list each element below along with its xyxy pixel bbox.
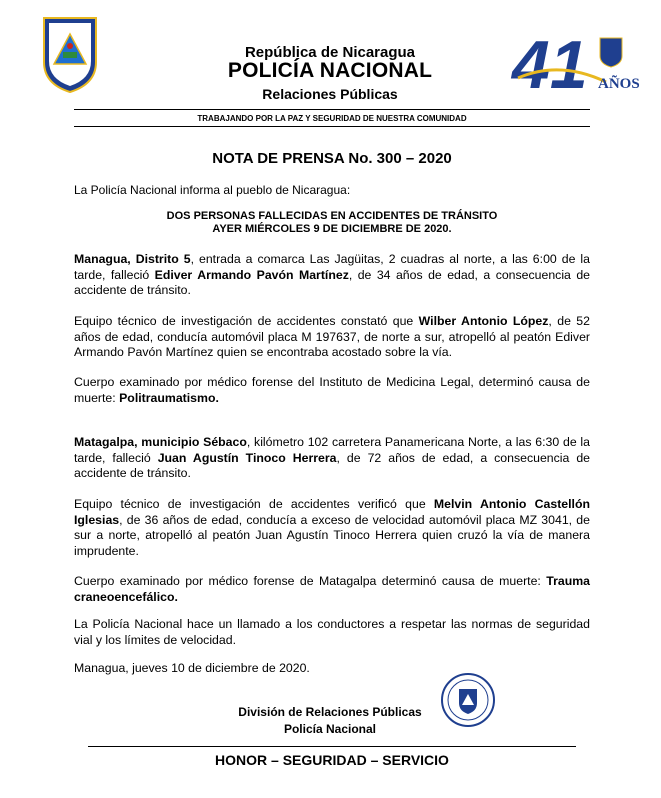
p4-text-b: , de 72 años de edad, a consecuencia de accidente de tránsito.	[74, 450, 591, 481]
jefatura-seal	[440, 672, 496, 728]
p5-driver-name: Melvin Antonio Castellón Iglesias	[74, 497, 590, 527]
p3-text-a: Cuerpo examinado por médico forense del Instituto de Medicina Legal, determinó causa de muerte:	[74, 375, 590, 405]
header-police: POLICÍA NACIONAL	[227, 59, 433, 82]
p6-text-a: Cuerpo examinado por médico forense de Matagalpa determinó causa de muerte:	[74, 574, 547, 588]
document-date: Managua, jueves 10 de diciembre de 2020.	[74, 661, 310, 675]
signature-org: Policía Nacional	[283, 722, 377, 736]
p1-location: Managua, Distrito 5	[74, 252, 191, 266]
paragraph-3	[74, 375, 590, 406]
signature-line	[88, 746, 576, 747]
signature-division: División de Relaciones Públicas	[238, 705, 422, 719]
paragraph-1	[74, 252, 590, 299]
p5-text-a: Equipo técnico de investigación de accidentes verificó que	[74, 497, 434, 511]
p4-text-a: , kilómetro 102 carretera Panamericana Norte, a las 6:30 de la tarde, falleció	[74, 435, 590, 465]
signature-block	[220, 704, 440, 738]
header-rule-bottom	[74, 126, 590, 127]
anniversary-41-logo	[510, 30, 642, 100]
header-republic: República de Nicaragua	[244, 44, 416, 61]
document-intro: La Policía Nacional informa al pueblo de Nicaragua:	[74, 183, 351, 197]
paragraph-6	[74, 574, 590, 605]
p4-victim-name: Juan Agustín Tinoco Herrera	[157, 450, 337, 465]
anniversary-number: 41	[512, 30, 588, 100]
paragraph-4	[74, 435, 590, 482]
police-shield-logo	[40, 14, 100, 94]
document-title: NOTA DE PRENSA No. 300 – 2020	[212, 150, 452, 167]
p3-cause: Politraumatismo.	[119, 390, 219, 405]
p4-location: Matagalpa, municipio Sébaco	[74, 435, 247, 449]
header-rule-top	[74, 109, 590, 110]
p2-text-b: , de 52 años de edad, conducía automóvil placa M 197637, de norte a sur, atropelló al peatón Ediver Armando Pavón Martínez quien se encontraba acostado sobre la vía.	[74, 314, 590, 360]
p2-driver-name: Wilber Antonio López	[418, 314, 549, 328]
p2-text-a: Equipo técnico de investigación de accidentes constató que	[74, 314, 419, 328]
anniversary-word: AÑOS	[598, 76, 640, 92]
paragraph-7: La Policía Nacional hace un llamado a los conductores a respetar las normas de seguridad vial y los límites de velocidad.	[74, 617, 590, 647]
header-motto: TRABAJANDO POR LA PAZ Y SEGURIDAD DE NUESTRA COMUNIDAD	[197, 114, 467, 123]
p1-victim-name: Ediver Armando Pavón Martínez	[154, 267, 349, 282]
footer-motto: HONOR – SEGURIDAD – SERVICIO	[215, 752, 449, 768]
headline-line-1: DOS PERSONAS FALLECIDAS EN ACCIDENTES DE TRÁNSITO	[166, 210, 498, 222]
paragraph-5	[74, 497, 590, 559]
document-headline	[74, 210, 590, 236]
paragraph-2	[74, 314, 590, 361]
p5-text-b: , de 36 años de edad, conducía a exceso de velocidad automóvil placa MZ 3041, de sur a norte, atropelló al peatón Juan Agustín Tinoco Herrera quien cruzó la vía de manera imprudente.	[74, 512, 590, 558]
p1-text-b: , de 34 años de edad, a consecuencia de accidente de tránsito.	[74, 267, 591, 298]
p6-cause: Trauma craneoencefálico.	[74, 574, 590, 604]
p1-text-a: , entrada a comarca Las Jagüitas, 2 cuadras al norte, a las 6:00 de la tarde, falleció	[74, 252, 590, 282]
header-department: Relaciones Públicas	[262, 86, 398, 102]
headline-line-2: AYER MIÉRCOLES 9 DE DICIEMBRE DE 2020.	[212, 223, 452, 235]
